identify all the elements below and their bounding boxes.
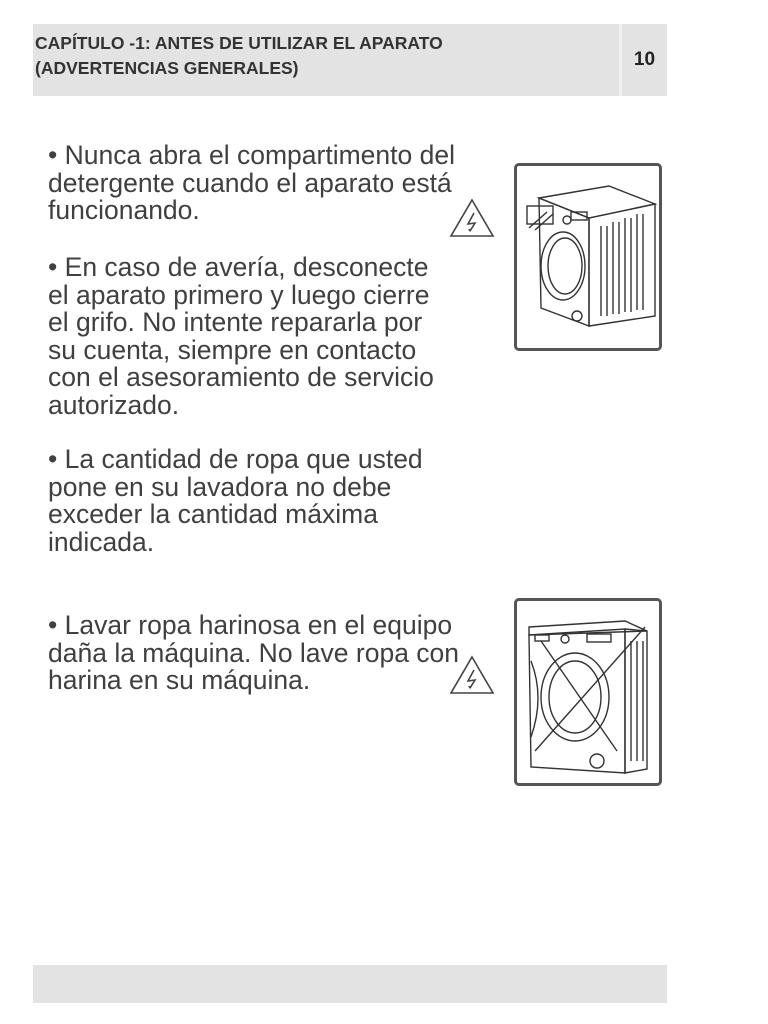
warning-bullet-malfunction: • En caso de avería, desconecte el aparato primero y luego cierre el grifo. No intente repararla por su cuenta, siempre en contacto con el asesoramiento de servicio autorizado. xyxy=(48,252,434,420)
electric-hazard-warning-icon xyxy=(449,655,495,695)
washing-machine-no-flour-illustration xyxy=(514,598,662,786)
page-header xyxy=(33,24,667,96)
washing-machine-crossed-icon xyxy=(517,601,659,783)
electric-hazard-warning-icon xyxy=(449,198,495,238)
warning-bullet-load-capacity: • La cantidad de ropa que usted pone en su lavadora no debe exceder la cantidad máxima indicada. xyxy=(48,444,423,557)
page-footer xyxy=(33,965,667,1003)
warning-bullet-flour-clothes: • Lavar ropa harinosa en el equipo daña la máquina. No lave ropa con harina en su máquina. xyxy=(48,610,460,696)
washing-machine-icon xyxy=(517,166,659,348)
washing-machine-detergent-illustration xyxy=(514,163,662,351)
warning-bullet-detergent: • Nunca abra el compartimento del detergente cuando el aparato está funcionando. xyxy=(48,140,455,226)
page-number: 10 xyxy=(633,49,656,70)
chapter-title: CAPÍTULO -1: ANTES DE UTILIZAR EL APARATO (ADVERTENCIAS GENERALES) xyxy=(35,33,443,78)
